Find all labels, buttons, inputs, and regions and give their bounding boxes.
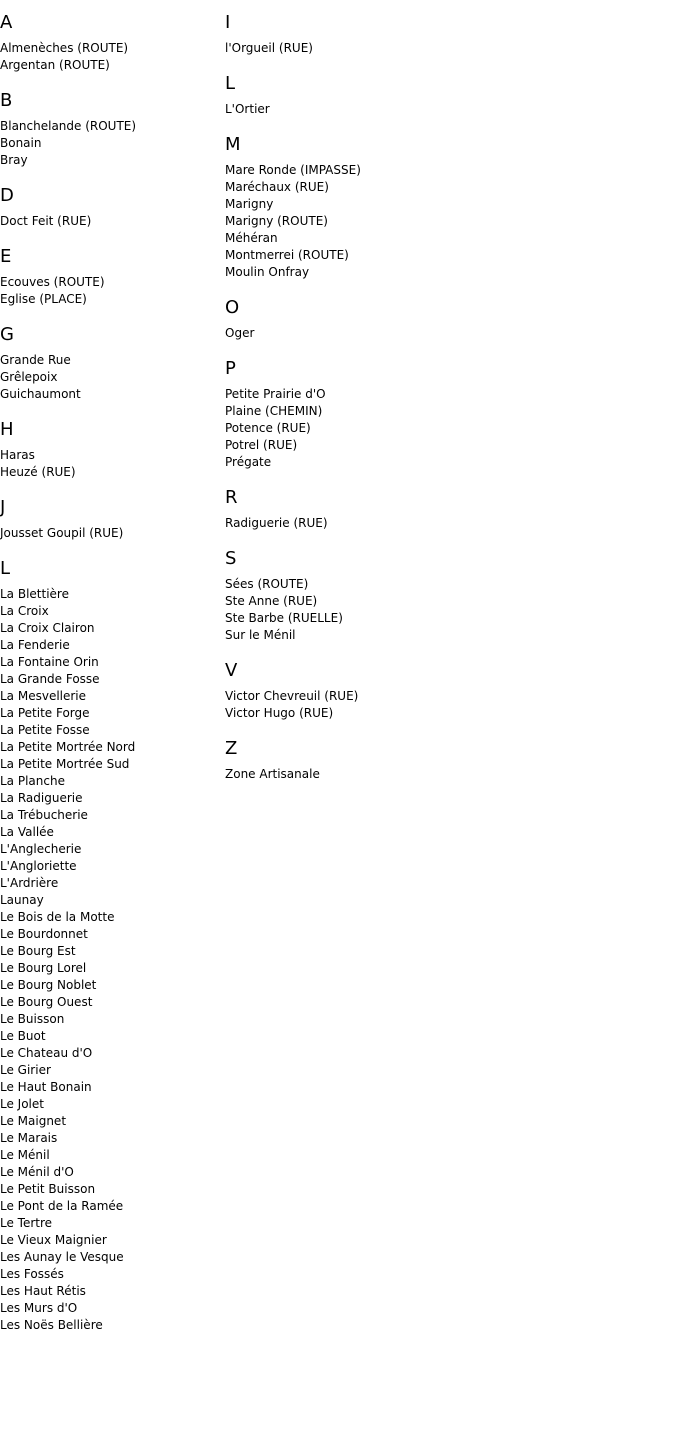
section-letter-heading: P (225, 358, 236, 379)
street-list (0, 274, 222, 308)
letter-section-a (0, 10, 222, 74)
street-item[interactable]: Le Maignet (0, 1114, 67, 1128)
street-item[interactable]: La Fenderie (0, 638, 70, 652)
section-letter-heading: Z (225, 738, 238, 759)
street-item[interactable]: La Grande Fosse (0, 672, 100, 686)
street-item[interactable]: Moulin Onfray (225, 265, 310, 279)
street-item[interactable]: La Croix Clairon (0, 621, 95, 635)
street-item[interactable]: Ecouves (ROUTE) (0, 275, 105, 289)
street-item[interactable]: Le Vieux Maignier (0, 1233, 107, 1247)
section-letter-heading: G (0, 324, 14, 345)
street-list (225, 325, 525, 342)
street-item[interactable]: Grande Rue (0, 353, 71, 367)
letter-section-e (0, 244, 222, 308)
section-letter-heading: L (225, 73, 236, 94)
street-item[interactable]: La Croix (0, 604, 49, 618)
street-item[interactable]: Le Buot (0, 1029, 46, 1043)
street-list (225, 386, 525, 471)
street-item[interactable]: Oger (225, 326, 255, 340)
street-item[interactable]: La Petite Mortrée Nord (0, 740, 136, 754)
street-item[interactable]: Jousset Goupil (RUE) (0, 526, 124, 540)
section-letter-heading: O (225, 297, 240, 318)
street-item[interactable]: Le Ménil d'O (0, 1165, 74, 1179)
street-item[interactable]: Méhéran (225, 231, 278, 245)
street-item[interactable]: La Blettière (0, 587, 69, 601)
section-letter-heading: V (225, 660, 238, 681)
street-item[interactable]: Le Bourg Noblet (0, 978, 97, 992)
street-item[interactable]: Potence (RUE) (225, 421, 311, 435)
street-item[interactable]: L'Ardrière (0, 876, 59, 890)
street-item[interactable]: Mare Ronde (IMPASSE) (225, 163, 361, 177)
letter-section-m (225, 132, 525, 281)
street-list (225, 40, 525, 57)
street-item[interactable]: Victor Hugo (RUE) (225, 706, 334, 720)
street-index-left-column (0, 10, 222, 1348)
street-item[interactable]: Les Haut Rétis (0, 1284, 86, 1298)
letter-section-v (225, 658, 525, 722)
letter-section-j (0, 495, 222, 542)
street-item[interactable]: l'Orgueil (RUE) (225, 41, 313, 55)
street-item[interactable]: Les Fossés (0, 1267, 64, 1281)
street-item[interactable]: Grêlepoix (0, 370, 58, 384)
street-item[interactable]: Prégate (225, 455, 272, 469)
letter-section-l (0, 556, 222, 1334)
street-item[interactable]: La Radiguerie (0, 791, 83, 805)
street-item[interactable]: Bonain (0, 136, 42, 150)
street-list (225, 515, 525, 532)
street-item[interactable]: Zone Artisanale (225, 767, 320, 781)
street-item[interactable]: Le Ménil (0, 1148, 50, 1162)
section-letter-heading: E (0, 246, 12, 267)
section-letter-heading: B (0, 90, 13, 111)
letter-section-p (225, 356, 525, 471)
letter-section-h (0, 417, 222, 481)
street-item[interactable]: Marigny (ROUTE) (225, 214, 328, 228)
street-item[interactable]: La Petite Fosse (0, 723, 90, 737)
street-item[interactable]: Ste Barbe (RUELLE) (225, 611, 343, 625)
street-item[interactable]: Sur le Ménil (225, 628, 296, 642)
letter-section-g (0, 322, 222, 403)
street-item[interactable]: Le Bois de la Motte (0, 910, 115, 924)
street-item[interactable]: Potrel (RUE) (225, 438, 298, 452)
street-item[interactable]: Blanchelande (ROUTE) (0, 119, 137, 133)
street-item[interactable]: Guichaumont (0, 387, 81, 401)
street-list (0, 40, 222, 74)
street-item[interactable]: Launay (0, 893, 44, 907)
street-item[interactable]: Le Bourg Ouest (0, 995, 93, 1009)
letter-section-b (0, 88, 222, 169)
street-list (0, 586, 222, 1334)
street-item[interactable]: Les Murs d'O (0, 1301, 78, 1315)
street-item[interactable]: Sées (ROUTE) (225, 577, 309, 591)
street-list (225, 576, 525, 644)
letter-section-d (0, 183, 222, 230)
street-item[interactable]: La Vallée (0, 825, 54, 839)
street-list (225, 101, 525, 118)
street-item[interactable]: Le Marais (0, 1131, 58, 1145)
street-list (0, 213, 222, 230)
street-list (0, 525, 222, 542)
section-letter-heading: M (225, 134, 241, 155)
street-item[interactable]: Haras (0, 448, 35, 462)
street-item[interactable]: Les Aunay le Vesque (0, 1250, 124, 1264)
letter-section-o (225, 295, 525, 342)
street-item[interactable]: Le Buisson (0, 1012, 65, 1026)
street-item[interactable]: Eglise (PLACE) (0, 292, 87, 306)
section-letter-heading: A (0, 12, 13, 33)
street-list (225, 766, 525, 783)
street-item[interactable]: Marigny (225, 197, 274, 211)
section-letter-heading: I (225, 12, 231, 33)
street-list (0, 447, 222, 481)
street-item[interactable]: Le Chateau d'O (0, 1046, 93, 1060)
street-item[interactable]: Argentan (ROUTE) (0, 58, 110, 72)
section-letter-heading: S (225, 548, 237, 569)
street-item[interactable]: Radiguerie (RUE) (225, 516, 328, 530)
letter-section-s (225, 546, 525, 644)
street-item[interactable]: Plaine (CHEMIN) (225, 404, 323, 418)
street-item[interactable]: Victor Chevreuil (RUE) (225, 689, 359, 703)
street-item[interactable]: La Petite Forge (0, 706, 90, 720)
street-item[interactable]: L'Ortier (225, 102, 270, 116)
street-item[interactable]: Almenèches (ROUTE) (0, 41, 129, 55)
street-list (225, 162, 525, 281)
street-item[interactable]: Doct Feit (RUE) (0, 214, 92, 228)
street-item[interactable]: Les Noës Bellière (0, 1318, 103, 1332)
street-item[interactable]: Le Pont de la Ramée (0, 1199, 124, 1213)
street-item[interactable]: Le Haut Bonain (0, 1080, 92, 1094)
street-item[interactable]: L'Angloriette (0, 859, 77, 873)
street-item[interactable]: Le Tertre (0, 1216, 53, 1230)
section-letter-heading: H (0, 419, 14, 440)
street-item[interactable]: La Planche (0, 774, 65, 788)
street-list (0, 118, 222, 169)
section-letter-heading: D (0, 185, 14, 206)
street-item[interactable]: La Fontaine Orin (0, 655, 99, 669)
street-item[interactable]: La Petite Mortrée Sud (0, 757, 130, 771)
street-item[interactable]: Ste Anne (RUE) (225, 594, 318, 608)
street-index-right-column (225, 10, 525, 797)
street-item[interactable]: Heuzé (RUE) (0, 465, 76, 479)
section-letter-heading: J (0, 497, 6, 518)
street-item[interactable]: Le Jolet (0, 1097, 44, 1111)
street-item[interactable]: Le Bourg Lorel (0, 961, 87, 975)
street-item[interactable]: Le Bourdonnet (0, 927, 88, 941)
street-item[interactable]: La Trébucherie (0, 808, 88, 822)
letter-section-l (225, 71, 525, 118)
section-letter-heading: L (0, 558, 11, 579)
street-item[interactable]: Maréchaux (RUE) (225, 180, 329, 194)
street-item[interactable]: Montmerrei (ROUTE) (225, 248, 349, 262)
street-item[interactable]: Le Girier (0, 1063, 51, 1077)
letter-section-r (225, 485, 525, 532)
letter-section-i (225, 10, 525, 57)
street-item[interactable]: L'Anglecherie (0, 842, 82, 856)
street-item[interactable]: La Mesvellerie (0, 689, 87, 703)
street-item[interactable]: Petite Prairie d'O (225, 387, 326, 401)
street-item[interactable]: Bray (0, 153, 28, 167)
street-list (0, 352, 222, 403)
street-item[interactable]: Le Bourg Est (0, 944, 76, 958)
street-list (225, 688, 525, 722)
street-item[interactable]: Le Petit Buisson (0, 1182, 96, 1196)
section-letter-heading: R (225, 487, 238, 508)
letter-section-z (225, 736, 525, 783)
